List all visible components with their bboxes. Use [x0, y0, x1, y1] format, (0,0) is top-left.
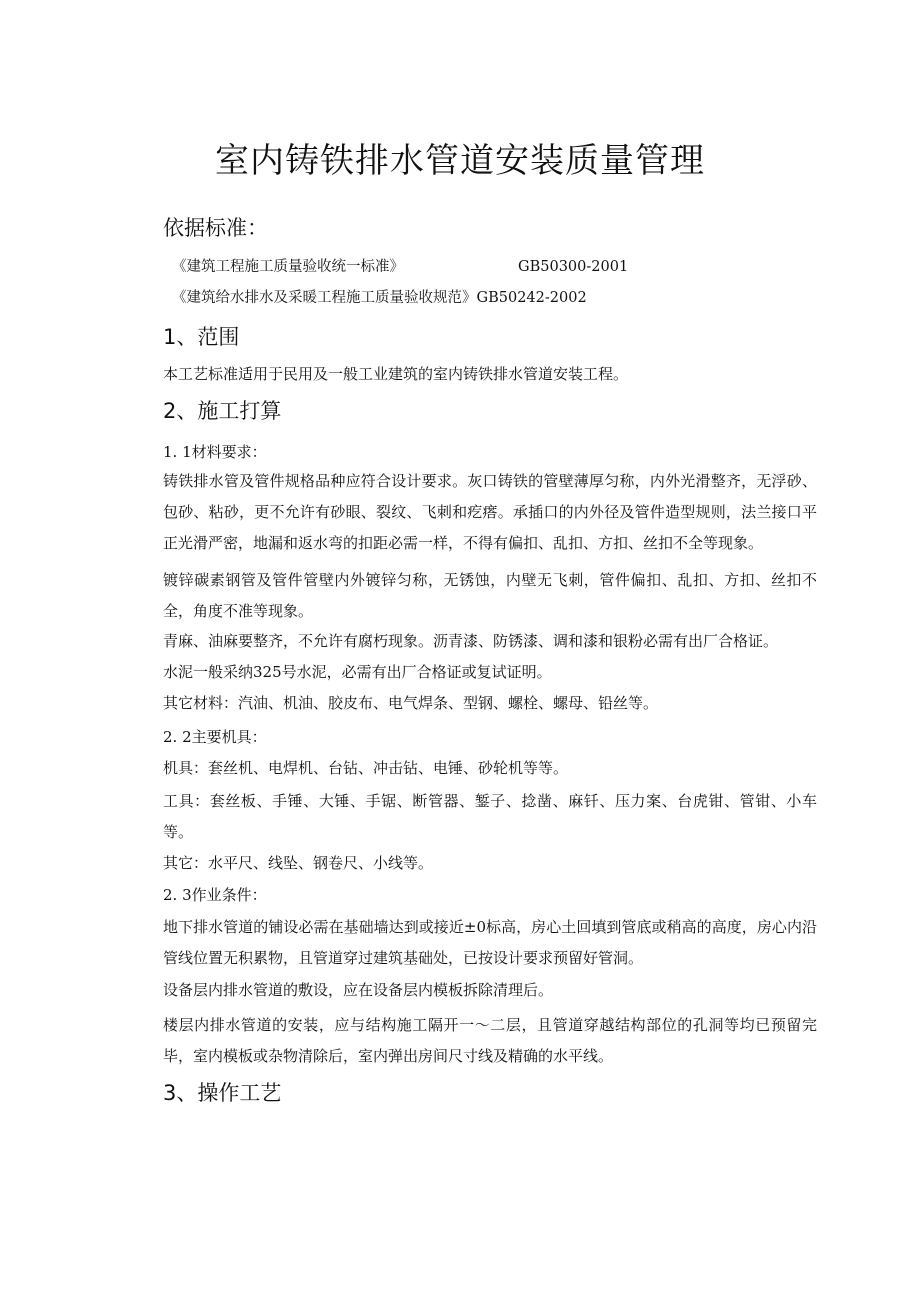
standard-line-2	[172, 287, 587, 309]
scope-text: 本工艺标准适用于民用及一般工业建筑的室内铸铁排水管道安装工程。	[163, 365, 629, 383]
materials-para-2: 镀锌碳素钢管及管件管壁内外镀锌匀称，无锈蚀，内壁无飞刺，管件偏扣、乱扣、方扣、丝扣不全，角度不准等现象。	[163, 571, 817, 620]
standard-name-1: 《建筑工程施工质量验收统一标准》	[172, 259, 404, 275]
section-prep-heading: 2、施工打算	[163, 399, 282, 423]
conditions-para-3: 楼层内排水管道的安装，应与结构施工隔开一～二层，且管道穿越结构部位的孔洞等均已预留完毕，室内模板或杂物清除后，室内弹出房间尺寸线及精确的水平线。	[163, 1016, 817, 1065]
materials-para-5: 其它材料：汽油、机油、胶皮布、电气焊条、型钢、螺栓、螺母、铅丝等。	[163, 694, 659, 712]
tools-title: 2. 2主要机具：	[163, 728, 267, 746]
tools-para-3: 其它：水平尺、线坠、钢卷尺、小线等。	[163, 854, 434, 872]
standard-code-1: GB50300-2001	[518, 259, 629, 275]
materials-title: 1. 1材料要求：	[163, 443, 267, 461]
standard-code-2: GB50242-2002	[476, 290, 587, 306]
standard-line-1	[172, 256, 629, 278]
tools-para-1: 机具：套丝机、电焊机、台钻、冲击钻、电锤、砂轮机等等。	[163, 759, 569, 777]
conditions-title: 2. 3作业条件：	[163, 886, 267, 904]
conditions-para-1: 地下排水管道的铺设必需在基础墙达到或接近±0标高，房心土回填到管底或稍高的高度，房心内沿管线位置无积累物，且管道穿过建筑基础处，已按设计要求预留好管洞。	[163, 918, 817, 967]
basis-heading: 依据标准：	[163, 216, 268, 240]
materials-para-1: 铸铁排水管及管件规格品种应符合设计要求。灰口铸铁的管壁薄厚匀称，内外光滑整齐，无浮砂、包砂、粘砂，更不允许有砂眼、裂纹、飞刺和疙瘩。承插口的内外径及管件造型规则，法兰接口平正光滑严密，地漏和返水弯的扣距必需一样，不得有偏扣、乱扣、方扣、丝扣不全等现象。	[163, 472, 817, 552]
materials-para-4: 水泥一般采纳325号水泥，必需有出厂合格证或复试证明。	[163, 663, 552, 681]
document-title: 室内铸铁排水管道安装质量管理	[215, 140, 705, 181]
conditions-para-2: 设备层内排水管道的敷设，应在设备层内模板拆除清理后。	[163, 981, 554, 999]
standard-name-2: 《建筑给水排水及采暖工程施工质量验收规范》	[172, 290, 477, 306]
section-scope-heading: 1、范围	[163, 325, 240, 349]
tools-para-2: 工具：套丝板、手锤、大锤、手锯、断管器、錾子、捻凿、麻钎、压力案、台虎钳、管钳、小车等。	[163, 792, 817, 841]
materials-para-3: 青麻、油麻要整齐，不允许有腐朽现象。沥青漆、防锈漆、调和漆和银粉必需有出厂合格证。	[163, 632, 779, 650]
section-process-heading: 3、操作工艺	[163, 1081, 282, 1105]
